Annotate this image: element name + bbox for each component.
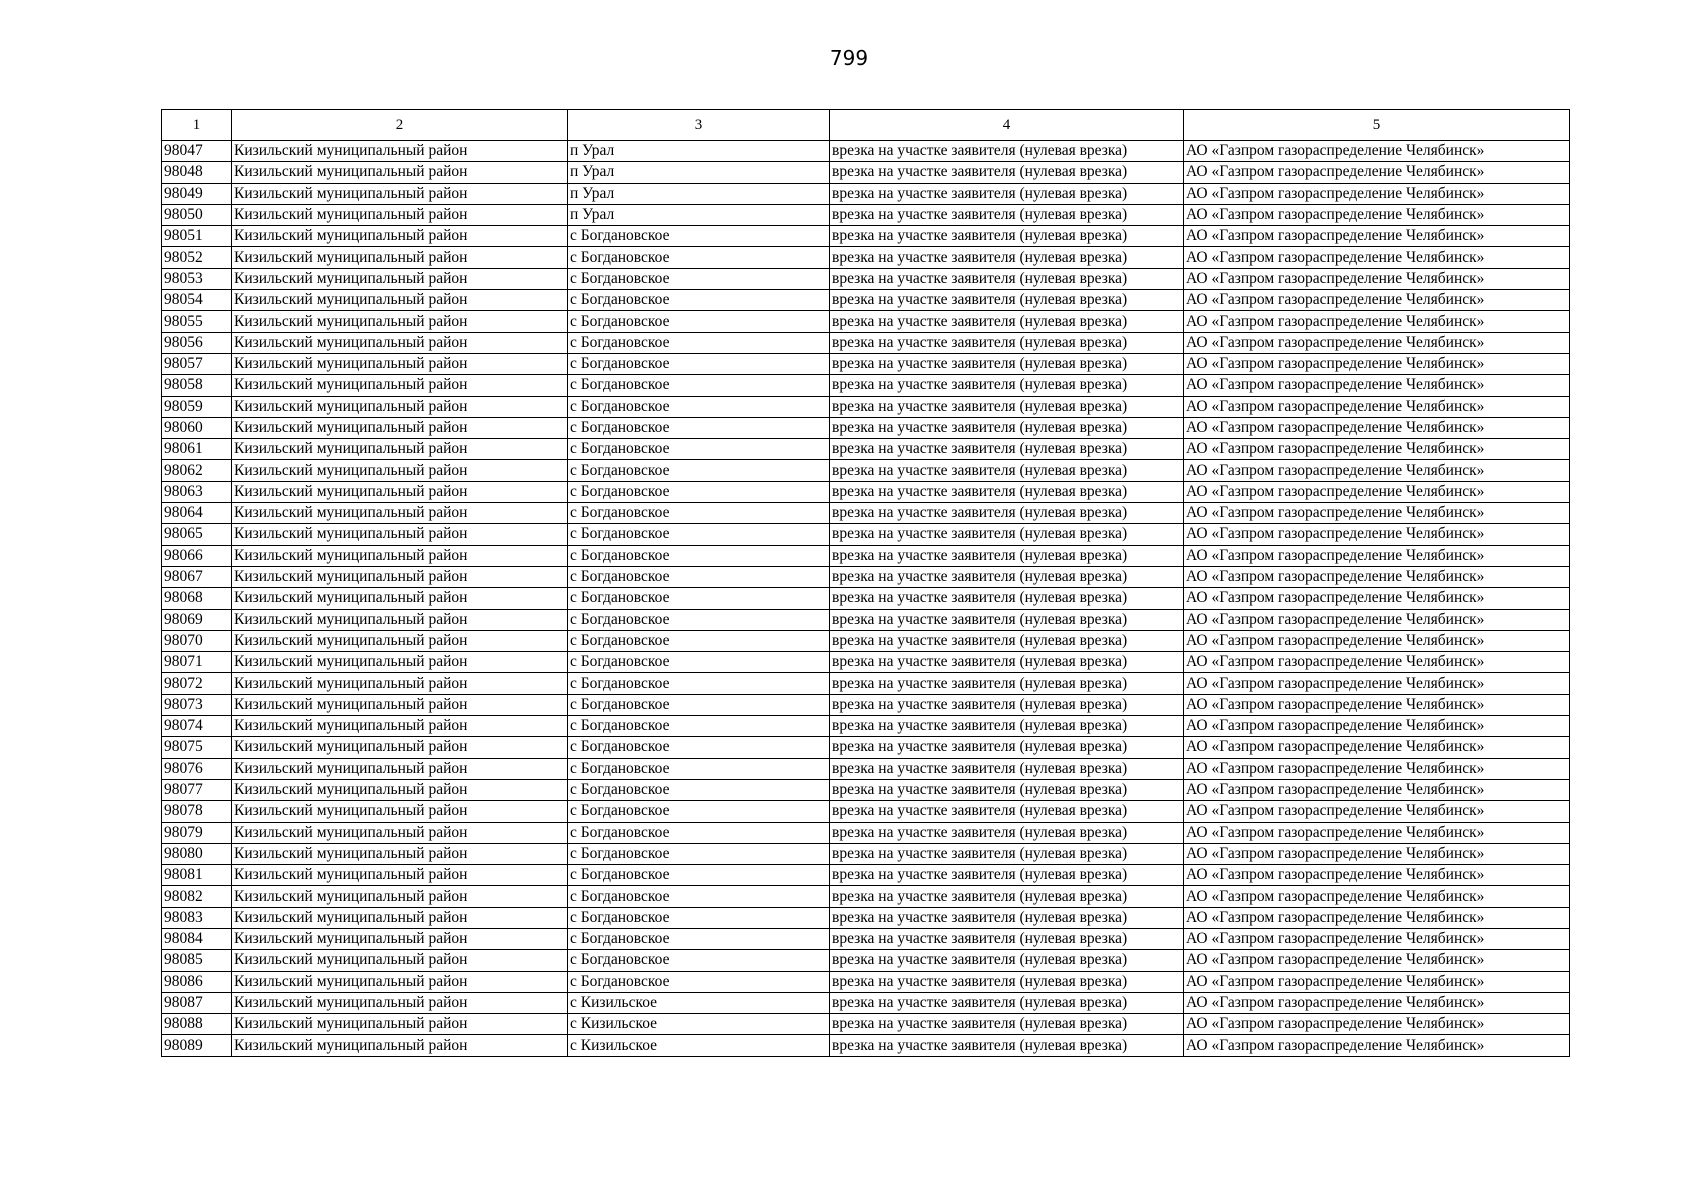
connection-type-cell: врезка на участке заявителя (нулевая врезка)	[830, 801, 1184, 822]
row-id-cell: 98061	[162, 439, 232, 460]
organization-cell: АО «Газпром газораспределение Челябинск»	[1184, 822, 1570, 843]
row-id-cell: 98088	[162, 1014, 232, 1035]
organization-cell: АО «Газпром газораспределение Челябинск»	[1184, 290, 1570, 311]
settlement-cell: с Богдановское	[568, 268, 830, 289]
row-id-cell: 98059	[162, 396, 232, 417]
organization-cell: АО «Газпром газораспределение Челябинск»	[1184, 439, 1570, 460]
table-row	[162, 290, 1570, 311]
organization-cell: АО «Газпром газораспределение Челябинск»	[1184, 162, 1570, 183]
district-cell: Кизильский муниципальный район	[232, 779, 568, 800]
district-cell: Кизильский муниципальный район	[232, 588, 568, 609]
organization-cell: АО «Газпром газораспределение Челябинск»	[1184, 396, 1570, 417]
organization-cell: АО «Газпром газораспределение Челябинск»	[1184, 566, 1570, 587]
row-id-cell: 98051	[162, 226, 232, 247]
connection-type-cell: врезка на участке заявителя (нулевая врезка)	[830, 566, 1184, 587]
connection-type-cell: врезка на участке заявителя (нулевая врезка)	[830, 396, 1184, 417]
district-cell: Кизильский муниципальный район	[232, 417, 568, 438]
district-cell: Кизильский муниципальный район	[232, 204, 568, 225]
settlement-cell: с Богдановское	[568, 928, 830, 949]
organization-cell: АО «Газпром газораспределение Челябинск»	[1184, 226, 1570, 247]
settlement-cell: с Богдановское	[568, 439, 830, 460]
table-row	[162, 950, 1570, 971]
district-cell: Кизильский муниципальный район	[232, 226, 568, 247]
settlement-cell: с Богдановское	[568, 311, 830, 332]
connection-type-cell: врезка на участке заявителя (нулевая врезка)	[830, 226, 1184, 247]
district-cell: Кизильский муниципальный район	[232, 843, 568, 864]
organization-cell: АО «Газпром газораспределение Челябинск»	[1184, 843, 1570, 864]
organization-cell: АО «Газпром газораспределение Челябинск»	[1184, 481, 1570, 502]
row-id-cell: 98079	[162, 822, 232, 843]
settlement-cell: с Богдановское	[568, 353, 830, 374]
table-row	[162, 439, 1570, 460]
row-id-cell: 98067	[162, 566, 232, 587]
table-row	[162, 332, 1570, 353]
organization-cell: АО «Газпром газораспределение Челябинск»	[1184, 971, 1570, 992]
table-row	[162, 183, 1570, 204]
settlement-cell: п Урал	[568, 183, 830, 204]
connection-type-cell: врезка на участке заявителя (нулевая врезка)	[830, 311, 1184, 332]
organization-cell: АО «Газпром газораспределение Челябинск»	[1184, 268, 1570, 289]
settlement-cell: с Богдановское	[568, 950, 830, 971]
district-cell: Кизильский муниципальный район	[232, 481, 568, 502]
settlement-cell: с Богдановское	[568, 907, 830, 928]
district-cell: Кизильский муниципальный район	[232, 822, 568, 843]
row-id-cell: 98073	[162, 694, 232, 715]
organization-cell: АО «Газпром газораспределение Челябинск»	[1184, 460, 1570, 481]
row-id-cell: 98063	[162, 481, 232, 502]
settlement-cell: с Богдановское	[568, 247, 830, 268]
district-cell: Кизильский муниципальный район	[232, 950, 568, 971]
column-header-5: 5	[1184, 110, 1570, 141]
connection-type-cell: врезка на участке заявителя (нулевая врезка)	[830, 290, 1184, 311]
district-cell: Кизильский муниципальный район	[232, 737, 568, 758]
connection-type-cell: врезка на участке заявителя (нулевая врезка)	[830, 886, 1184, 907]
table-row	[162, 758, 1570, 779]
organization-cell: АО «Газпром газораспределение Челябинск»	[1184, 737, 1570, 758]
page-number: 799	[829, 46, 869, 70]
row-id-cell: 98085	[162, 950, 232, 971]
table-row	[162, 673, 1570, 694]
organization-cell: АО «Газпром газораспределение Челябинск»	[1184, 992, 1570, 1013]
district-cell: Кизильский муниципальный район	[232, 375, 568, 396]
connection-type-cell: врезка на участке заявителя (нулевая врезка)	[830, 758, 1184, 779]
row-id-cell: 98068	[162, 588, 232, 609]
organization-cell: АО «Газпром газораспределение Челябинск»	[1184, 183, 1570, 204]
district-cell: Кизильский муниципальный район	[232, 183, 568, 204]
connection-type-cell: врезка на участке заявителя (нулевая врезка)	[830, 694, 1184, 715]
organization-cell: АО «Газпром газораспределение Челябинск»	[1184, 204, 1570, 225]
settlement-cell: с Богдановское	[568, 737, 830, 758]
row-id-cell: 98052	[162, 247, 232, 268]
settlement-cell: с Кизильское	[568, 992, 830, 1013]
connection-type-cell: врезка на участке заявителя (нулевая врезка)	[830, 545, 1184, 566]
connection-type-cell: врезка на участке заявителя (нулевая врезка)	[830, 609, 1184, 630]
settlement-cell: с Богдановское	[568, 652, 830, 673]
connection-type-cell: врезка на участке заявителя (нулевая врезка)	[830, 630, 1184, 651]
organization-cell: АО «Газпром газораспределение Челябинск»	[1184, 141, 1570, 162]
table-row	[162, 1014, 1570, 1035]
column-header-1: 1	[162, 110, 232, 141]
connection-type-cell: врезка на участке заявителя (нулевая врезка)	[830, 737, 1184, 758]
table-row	[162, 609, 1570, 630]
connection-type-cell: врезка на участке заявителя (нулевая врезка)	[830, 673, 1184, 694]
settlement-cell: с Богдановское	[568, 375, 830, 396]
district-cell: Кизильский муниципальный район	[232, 694, 568, 715]
row-id-cell: 98072	[162, 673, 232, 694]
table-row	[162, 737, 1570, 758]
table-row	[162, 417, 1570, 438]
table-row	[162, 141, 1570, 162]
data-table	[161, 109, 1570, 1057]
table-row	[162, 524, 1570, 545]
district-cell: Кизильский муниципальный район	[232, 247, 568, 268]
connection-type-cell: врезка на участке заявителя (нулевая врезка)	[830, 865, 1184, 886]
connection-type-cell: врезка на участке заявителя (нулевая врезка)	[830, 247, 1184, 268]
connection-type-cell: врезка на участке заявителя (нулевая врезка)	[830, 481, 1184, 502]
settlement-cell: с Богдановское	[568, 566, 830, 587]
table-row	[162, 630, 1570, 651]
table-row	[162, 716, 1570, 737]
row-id-cell: 98084	[162, 928, 232, 949]
table-row	[162, 694, 1570, 715]
organization-cell: АО «Газпром газораспределение Челябинск»	[1184, 950, 1570, 971]
settlement-cell: с Богдановское	[568, 417, 830, 438]
table-row	[162, 801, 1570, 822]
table-row	[162, 779, 1570, 800]
table-row	[162, 226, 1570, 247]
row-id-cell: 98071	[162, 652, 232, 673]
table-row	[162, 503, 1570, 524]
connection-type-cell: врезка на участке заявителя (нулевая врезка)	[830, 1035, 1184, 1056]
connection-type-cell: врезка на участке заявителя (нулевая врезка)	[830, 652, 1184, 673]
row-id-cell: 98054	[162, 290, 232, 311]
settlement-cell: с Богдановское	[568, 865, 830, 886]
row-id-cell: 98048	[162, 162, 232, 183]
row-id-cell: 98083	[162, 907, 232, 928]
table-row	[162, 971, 1570, 992]
table-row	[162, 268, 1570, 289]
connection-type-cell: врезка на участке заявителя (нулевая врезка)	[830, 375, 1184, 396]
settlement-cell: с Богдановское	[568, 822, 830, 843]
table-row	[162, 822, 1570, 843]
table-row	[162, 204, 1570, 225]
row-id-cell: 98062	[162, 460, 232, 481]
table-row	[162, 375, 1570, 396]
connection-type-cell: врезка на участке заявителя (нулевая врезка)	[830, 1014, 1184, 1035]
table-row	[162, 545, 1570, 566]
settlement-cell: с Богдановское	[568, 481, 830, 502]
district-cell: Кизильский муниципальный район	[232, 1035, 568, 1056]
district-cell: Кизильский муниципальный район	[232, 439, 568, 460]
column-header-4: 4	[830, 110, 1184, 141]
organization-cell: АО «Газпром газораспределение Челябинск»	[1184, 779, 1570, 800]
organization-cell: АО «Газпром газораспределение Челябинск»	[1184, 907, 1570, 928]
district-cell: Кизильский муниципальный район	[232, 162, 568, 183]
settlement-cell: с Богдановское	[568, 779, 830, 800]
organization-cell: АО «Газпром газораспределение Челябинск»	[1184, 609, 1570, 630]
connection-type-cell: врезка на участке заявителя (нулевая врезка)	[830, 779, 1184, 800]
table-row	[162, 566, 1570, 587]
district-cell: Кизильский муниципальный район	[232, 141, 568, 162]
settlement-cell: с Кизильское	[568, 1035, 830, 1056]
organization-cell: АО «Газпром газораспределение Челябинск»	[1184, 545, 1570, 566]
row-id-cell: 98076	[162, 758, 232, 779]
organization-cell: АО «Газпром газораспределение Челябинск»	[1184, 865, 1570, 886]
settlement-cell: с Богдановское	[568, 758, 830, 779]
district-cell: Кизильский муниципальный район	[232, 907, 568, 928]
table-row	[162, 1035, 1570, 1056]
organization-cell: АО «Газпром газораспределение Челябинск»	[1184, 375, 1570, 396]
row-id-cell: 98057	[162, 353, 232, 374]
district-cell: Кизильский муниципальный район	[232, 268, 568, 289]
row-id-cell: 98060	[162, 417, 232, 438]
settlement-cell: п Урал	[568, 141, 830, 162]
column-header-2: 2	[232, 110, 568, 141]
row-id-cell: 98055	[162, 311, 232, 332]
row-id-cell: 98050	[162, 204, 232, 225]
settlement-cell: с Богдановское	[568, 716, 830, 737]
organization-cell: АО «Газпром газораспределение Челябинск»	[1184, 417, 1570, 438]
organization-cell: АО «Газпром газораспределение Челябинск»	[1184, 886, 1570, 907]
table-row	[162, 311, 1570, 332]
table-row	[162, 652, 1570, 673]
row-id-cell: 98081	[162, 865, 232, 886]
organization-cell: АО «Газпром газораспределение Челябинск»	[1184, 673, 1570, 694]
connection-type-cell: врезка на участке заявителя (нулевая врезка)	[830, 204, 1184, 225]
organization-cell: АО «Газпром газораспределение Челябинск»	[1184, 694, 1570, 715]
settlement-cell: с Богдановское	[568, 460, 830, 481]
row-id-cell: 98069	[162, 609, 232, 630]
organization-cell: АО «Газпром газораспределение Челябинск»	[1184, 1014, 1570, 1035]
district-cell: Кизильский муниципальный район	[232, 928, 568, 949]
organization-cell: АО «Газпром газораспределение Челябинск»	[1184, 630, 1570, 651]
connection-type-cell: врезка на участке заявителя (нулевая врезка)	[830, 141, 1184, 162]
table-row	[162, 481, 1570, 502]
organization-cell: АО «Газпром газораспределение Челябинск»	[1184, 503, 1570, 524]
row-id-cell: 98053	[162, 268, 232, 289]
row-id-cell: 98058	[162, 375, 232, 396]
row-id-cell: 98089	[162, 1035, 232, 1056]
district-cell: Кизильский муниципальный район	[232, 396, 568, 417]
settlement-cell: с Богдановское	[568, 801, 830, 822]
organization-cell: АО «Газпром газораспределение Челябинск»	[1184, 524, 1570, 545]
settlement-cell: с Богдановское	[568, 588, 830, 609]
connection-type-cell: врезка на участке заявителя (нулевая врезка)	[830, 716, 1184, 737]
connection-type-cell: врезка на участке заявителя (нулевая врезка)	[830, 183, 1184, 204]
settlement-cell: п Урал	[568, 162, 830, 183]
row-id-cell: 98066	[162, 545, 232, 566]
row-id-cell: 98064	[162, 503, 232, 524]
row-id-cell: 98047	[162, 141, 232, 162]
table-row	[162, 907, 1570, 928]
connection-type-cell: врезка на участке заявителя (нулевая врезка)	[830, 460, 1184, 481]
district-cell: Кизильский муниципальный район	[232, 971, 568, 992]
settlement-cell: с Богдановское	[568, 673, 830, 694]
connection-type-cell: врезка на участке заявителя (нулевая врезка)	[830, 353, 1184, 374]
settlement-cell: с Богдановское	[568, 694, 830, 715]
organization-cell: АО «Газпром газораспределение Челябинск»	[1184, 652, 1570, 673]
district-cell: Кизильский муниципальный район	[232, 524, 568, 545]
row-id-cell: 98049	[162, 183, 232, 204]
table-row	[162, 162, 1570, 183]
connection-type-cell: врезка на участке заявителя (нулевая врезка)	[830, 950, 1184, 971]
table-header-row	[162, 110, 1570, 141]
settlement-cell: с Богдановское	[568, 396, 830, 417]
organization-cell: АО «Газпром газораспределение Челябинск»	[1184, 247, 1570, 268]
organization-cell: АО «Газпром газораспределение Челябинск»	[1184, 716, 1570, 737]
connection-type-cell: врезка на участке заявителя (нулевая врезка)	[830, 588, 1184, 609]
district-cell: Кизильский муниципальный район	[232, 886, 568, 907]
settlement-cell: с Богдановское	[568, 503, 830, 524]
district-cell: Кизильский муниципальный район	[232, 353, 568, 374]
row-id-cell: 98087	[162, 992, 232, 1013]
connection-type-cell: врезка на участке заявителя (нулевая врезка)	[830, 503, 1184, 524]
table-row	[162, 886, 1570, 907]
row-id-cell: 98065	[162, 524, 232, 545]
district-cell: Кизильский муниципальный район	[232, 332, 568, 353]
row-id-cell: 98070	[162, 630, 232, 651]
district-cell: Кизильский муниципальный район	[232, 1014, 568, 1035]
connection-type-cell: врезка на участке заявителя (нулевая врезка)	[830, 524, 1184, 545]
row-id-cell: 98074	[162, 716, 232, 737]
settlement-cell: с Богдановское	[568, 843, 830, 864]
table-row	[162, 460, 1570, 481]
organization-cell: АО «Газпром газораспределение Челябинск»	[1184, 332, 1570, 353]
row-id-cell: 98056	[162, 332, 232, 353]
connection-type-cell: врезка на участке заявителя (нулевая врезка)	[830, 439, 1184, 460]
district-cell: Кизильский муниципальный район	[232, 290, 568, 311]
settlement-cell: с Богдановское	[568, 886, 830, 907]
settlement-cell: с Богдановское	[568, 609, 830, 630]
district-cell: Кизильский муниципальный район	[232, 311, 568, 332]
table-row	[162, 928, 1570, 949]
row-id-cell: 98082	[162, 886, 232, 907]
connection-type-cell: врезка на участке заявителя (нулевая врезка)	[830, 928, 1184, 949]
district-cell: Кизильский муниципальный район	[232, 865, 568, 886]
district-cell: Кизильский муниципальный район	[232, 801, 568, 822]
settlement-cell: с Богдановское	[568, 630, 830, 651]
connection-type-cell: врезка на участке заявителя (нулевая врезка)	[830, 268, 1184, 289]
column-header-3: 3	[568, 110, 830, 141]
district-cell: Кизильский муниципальный район	[232, 460, 568, 481]
connection-type-cell: врезка на участке заявителя (нулевая врезка)	[830, 822, 1184, 843]
row-id-cell: 98086	[162, 971, 232, 992]
settlement-cell: с Богдановское	[568, 971, 830, 992]
district-cell: Кизильский муниципальный район	[232, 630, 568, 651]
table-row	[162, 396, 1570, 417]
settlement-cell: с Богдановское	[568, 524, 830, 545]
table-row	[162, 588, 1570, 609]
district-cell: Кизильский муниципальный район	[232, 545, 568, 566]
row-id-cell: 98075	[162, 737, 232, 758]
settlement-cell: п Урал	[568, 204, 830, 225]
district-cell: Кизильский муниципальный район	[232, 566, 568, 587]
connection-type-cell: врезка на участке заявителя (нулевая врезка)	[830, 971, 1184, 992]
organization-cell: АО «Газпром газораспределение Челябинск»	[1184, 928, 1570, 949]
organization-cell: АО «Газпром газораспределение Челябинск»	[1184, 801, 1570, 822]
district-cell: Кизильский муниципальный район	[232, 673, 568, 694]
settlement-cell: с Кизильское	[568, 1014, 830, 1035]
organization-cell: АО «Газпром газораспределение Челябинск»	[1184, 758, 1570, 779]
organization-cell: АО «Газпром газораспределение Челябинск»	[1184, 311, 1570, 332]
row-id-cell: 98077	[162, 779, 232, 800]
settlement-cell: с Богдановское	[568, 226, 830, 247]
connection-type-cell: врезка на участке заявителя (нулевая врезка)	[830, 907, 1184, 928]
district-cell: Кизильский муниципальный район	[232, 716, 568, 737]
table-row	[162, 992, 1570, 1013]
district-cell: Кизильский муниципальный район	[232, 758, 568, 779]
settlement-cell: с Богдановское	[568, 290, 830, 311]
organization-cell: АО «Газпром газораспределение Челябинск»	[1184, 1035, 1570, 1056]
connection-type-cell: врезка на участке заявителя (нулевая врезка)	[830, 992, 1184, 1013]
table-row	[162, 247, 1570, 268]
connection-type-cell: врезка на участке заявителя (нулевая врезка)	[830, 843, 1184, 864]
connection-type-cell: врезка на участке заявителя (нулевая врезка)	[830, 417, 1184, 438]
district-cell: Кизильский муниципальный район	[232, 609, 568, 630]
organization-cell: АО «Газпром газораспределение Челябинск»	[1184, 353, 1570, 374]
district-cell: Кизильский муниципальный район	[232, 503, 568, 524]
settlement-cell: с Богдановское	[568, 332, 830, 353]
row-id-cell: 98078	[162, 801, 232, 822]
connection-type-cell: врезка на участке заявителя (нулевая врезка)	[830, 162, 1184, 183]
row-id-cell: 98080	[162, 843, 232, 864]
settlement-cell: с Богдановское	[568, 545, 830, 566]
district-cell: Кизильский муниципальный район	[232, 992, 568, 1013]
organization-cell: АО «Газпром газораспределение Челябинск»	[1184, 588, 1570, 609]
table-row	[162, 843, 1570, 864]
table-row	[162, 865, 1570, 886]
table-row	[162, 353, 1570, 374]
table-body	[162, 141, 1570, 1057]
district-cell: Кизильский муниципальный район	[232, 652, 568, 673]
connection-type-cell: врезка на участке заявителя (нулевая врезка)	[830, 332, 1184, 353]
